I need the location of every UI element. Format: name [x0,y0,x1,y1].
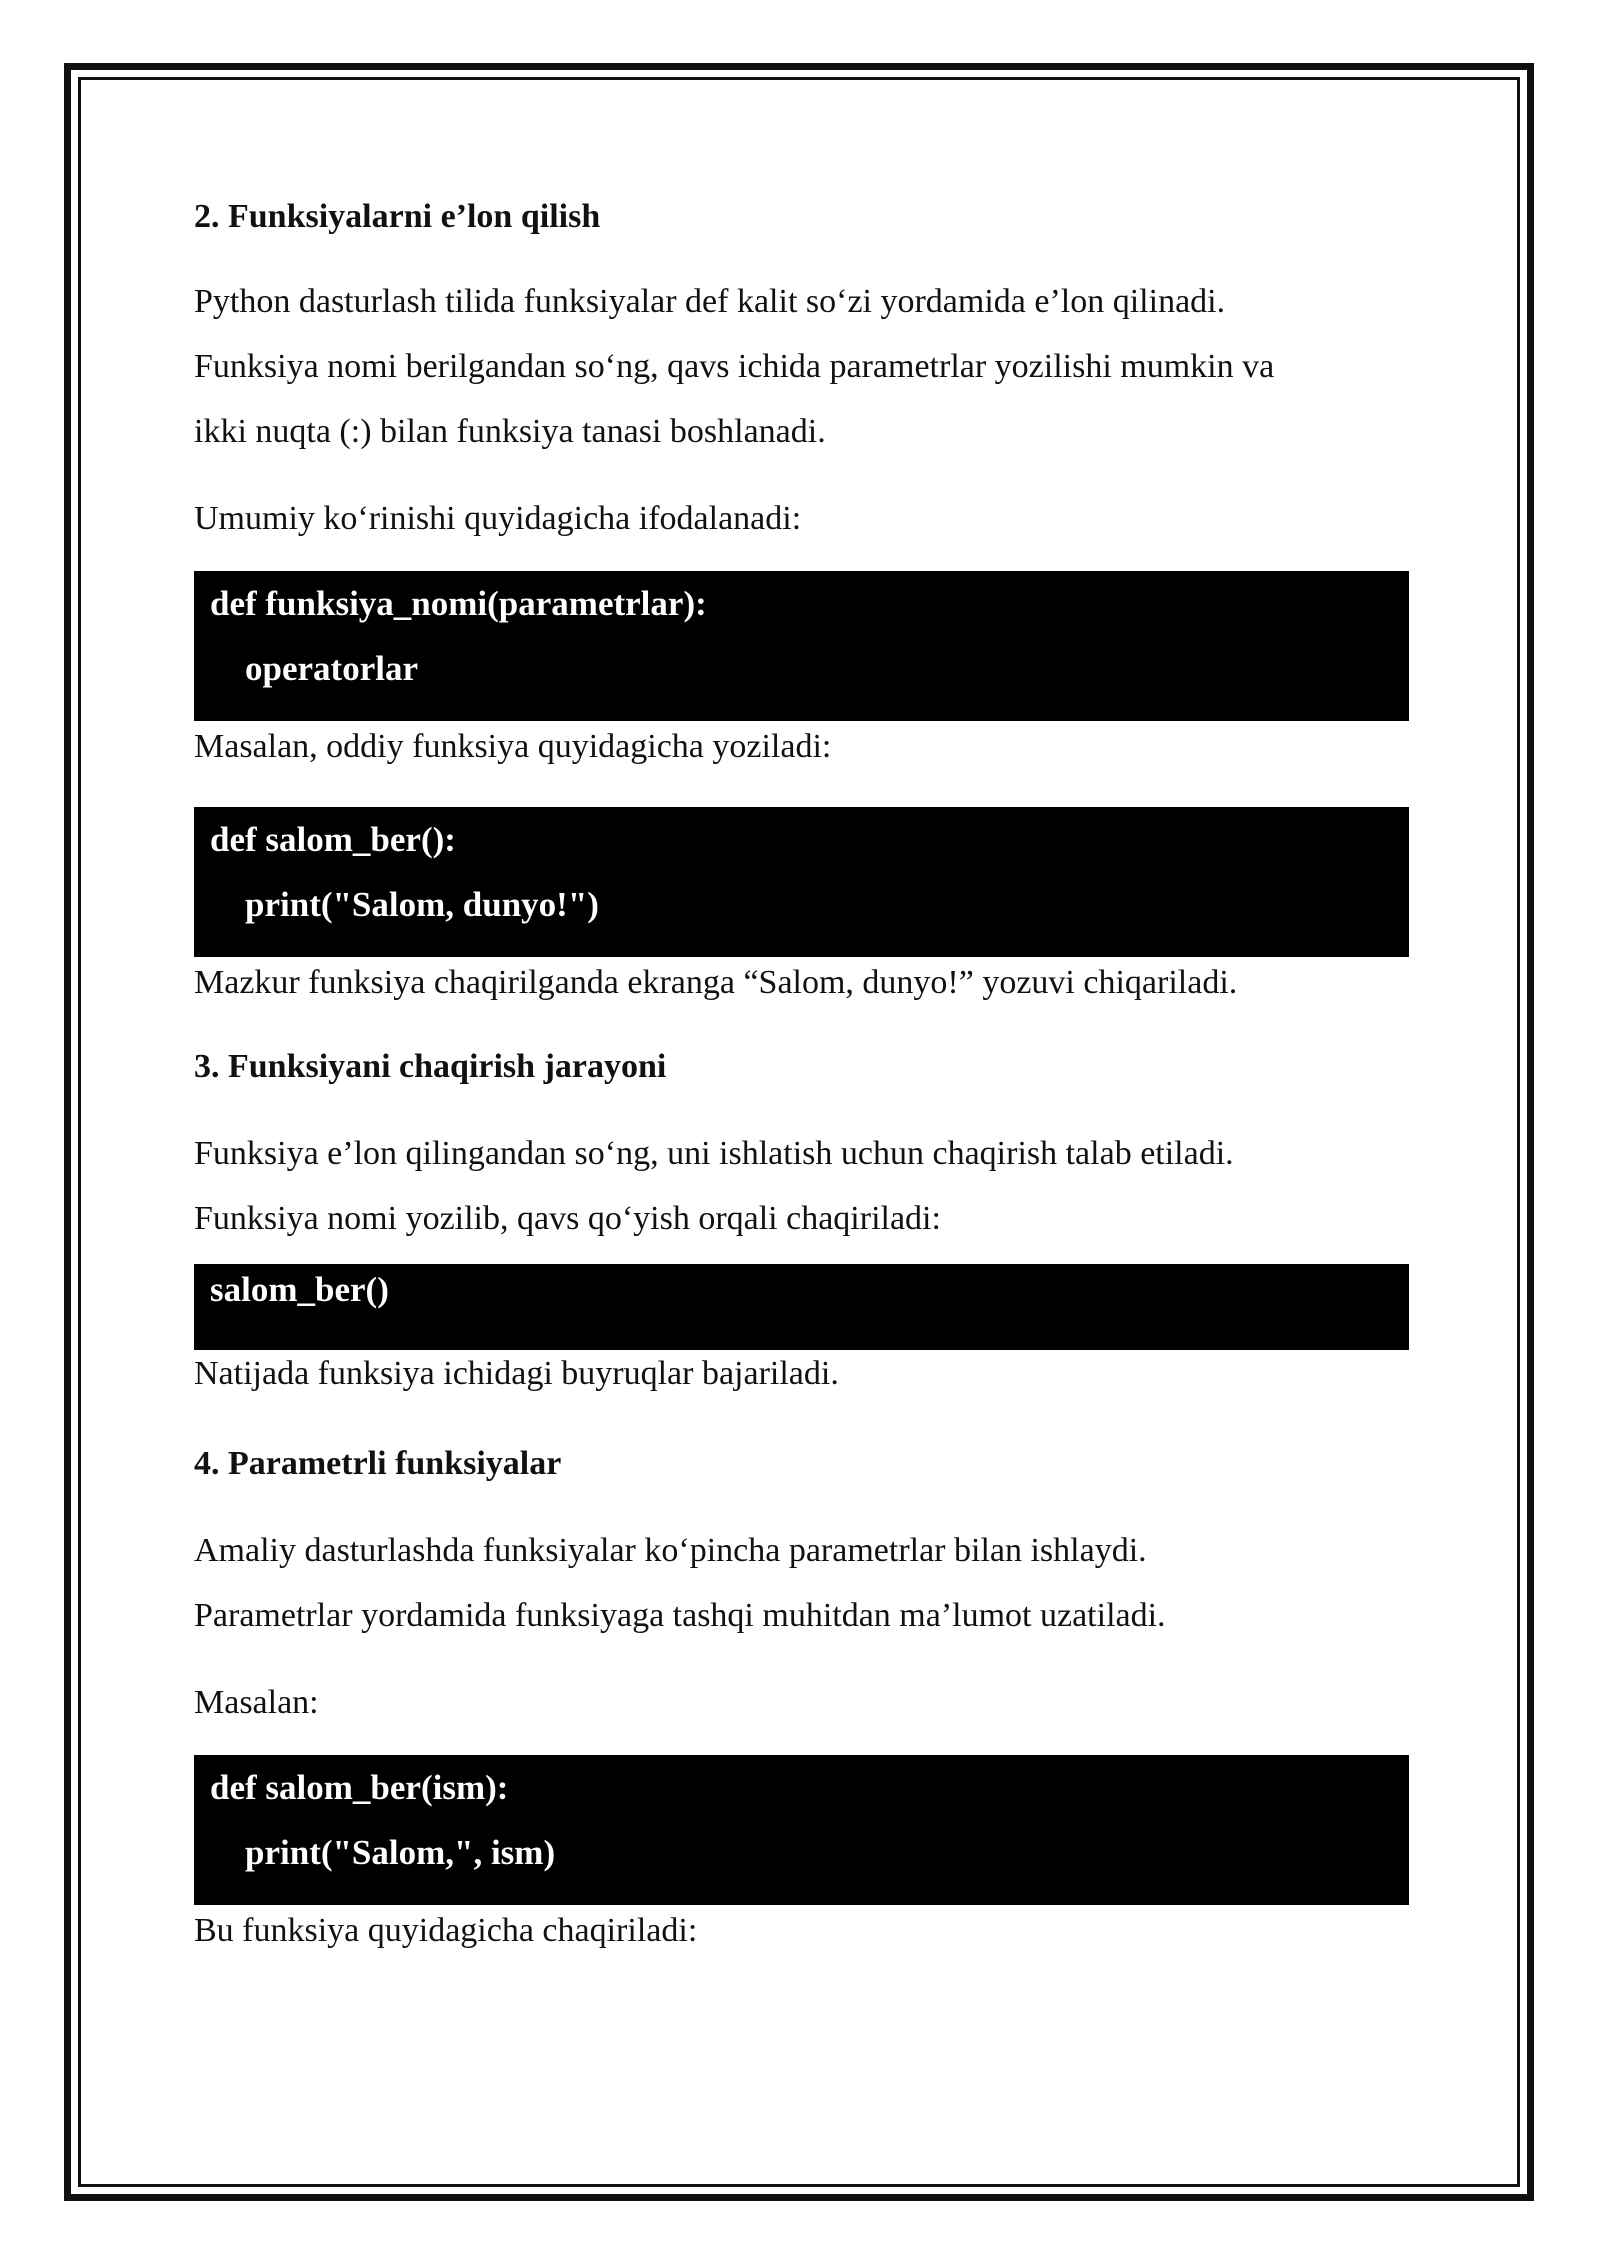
code-line: def funksiya_nomi(parametrlar): [210,584,707,623]
section-heading-declaration: 2. Funksiyalarni e’lon qilish [194,198,601,235]
code-block-call [194,1264,1409,1350]
paragraph: Masalan: [194,1684,319,1721]
section-heading-parameters: 4. Parametrli funksiyalar [194,1445,562,1482]
paragraph: Bu funksiya quyidagicha chaqiriladi: [194,1912,698,1949]
code-line: print("Salom, dunyo!") [210,885,599,924]
code-line: print("Salom,", ism) [210,1833,556,1872]
paragraph-line: Amaliy dasturlashda funksiyalar ko‘pincha parametrlar bilan ishlaydi. [194,1532,1147,1569]
document-body [194,185,1409,1957]
paragraph-line: Parametrlar yordamida funksiyaga tashqi muhitdan ma’lumot uzatiladi. [194,1597,1166,1634]
paragraph-line: Python dasturlash tilida funksiyalar def kalit so‘zi yordamida e’lon qilinadi. [194,283,1226,320]
paragraph-line: Funksiya nomi berilgandan so‘ng, qavs ichida parametrlar yozilishi mumkin va [194,348,1275,385]
code-line: operatorlar [210,649,418,688]
code-line: def salom_ber(ism): [210,1768,509,1807]
code-block-param-example [194,1755,1409,1905]
paragraph: Masalan, oddiy funksiya quyidagicha yoziladi: [194,728,832,765]
code-block-syntax [194,571,1409,721]
paragraph-line: Funksiya nomi yozilib, qavs qo‘yish orqali chaqiriladi: [194,1200,941,1237]
code-line: def salom_ber(): [210,820,456,859]
code-block-example [194,807,1409,957]
paragraph-line: Funksiya e’lon qilingandan so‘ng, uni ishlatish uchun chaqirish talab etiladi. [194,1135,1234,1172]
paragraph: Natijada funksiya ichidagi buyruqlar bajariladi. [194,1355,839,1392]
code-line: salom_ber() [210,1270,389,1309]
paragraph: Mazkur funksiya chaqirilganda ekranga “Salom, dunyo!” yozuvi chiqariladi. [194,964,1238,1001]
paragraph: Umumiy ko‘rinishi quyidagicha ifodalanadi: [194,500,802,537]
paragraph-line: ikki nuqta (:) bilan funksiya tanasi boshlanadi. [194,413,826,450]
section-heading-calling: 3. Funksiyani chaqirish jarayoni [194,1048,667,1085]
